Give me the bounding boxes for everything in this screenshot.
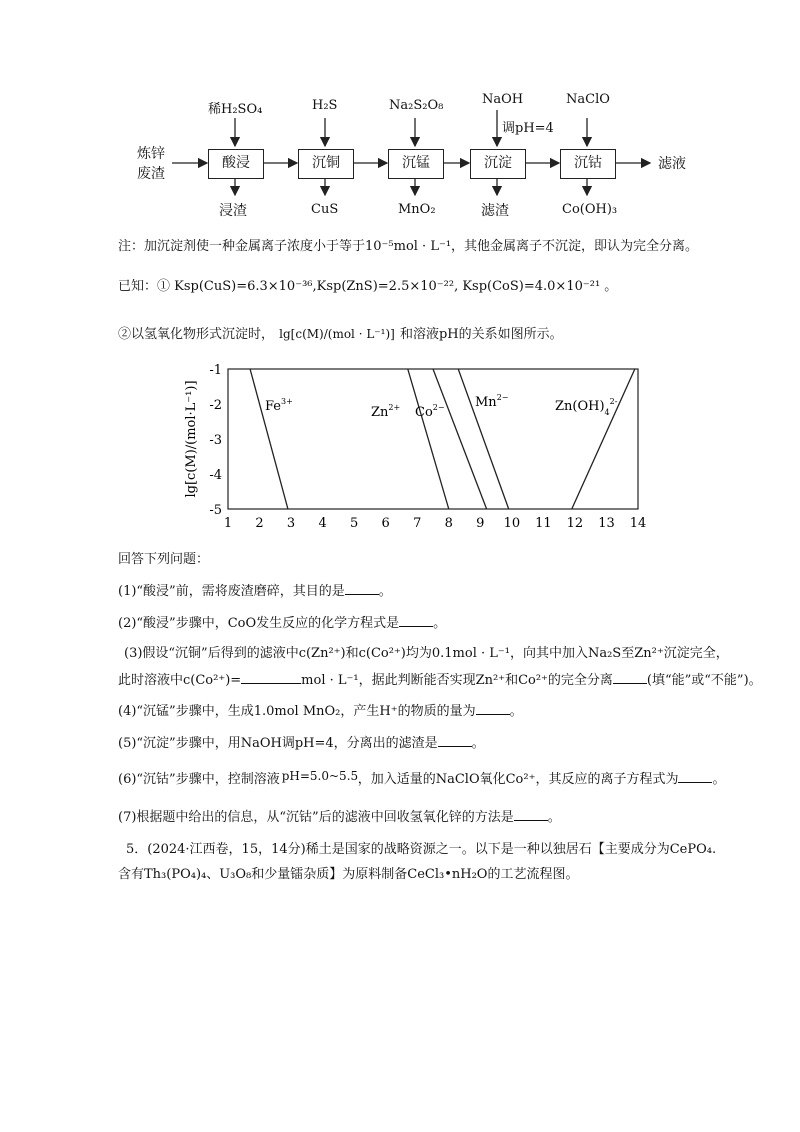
answer-blank-2[interactable]	[399, 616, 433, 627]
y-tick-label: -1	[209, 363, 222, 378]
question-1-text: (1)“酸浸”前，需将废渣磨碎，其目的是	[118, 584, 345, 599]
answer-blank-1[interactable]	[345, 584, 379, 595]
question-3-text-a: 此时溶液中c(Co²⁺)=	[118, 673, 242, 688]
x-tick-label: 14	[629, 516, 647, 531]
x-tick-label: 2	[255, 516, 264, 531]
x-tick-label: 1	[223, 516, 233, 531]
flow-end-label: 滤液	[658, 156, 686, 172]
question-7-text: (7)根据题中给出的信息，从“沉钴”后的滤液中回收氢氧化锌的方法是	[118, 810, 514, 825]
step-box-cobalt-removal: 沉钴	[560, 149, 616, 179]
problem-5-line-2: 含有Th₃(PO₄)₄、U₃O₈和少量镭杂质】为原料制备CeCl₃•nH₂O的工艺流程图。	[118, 867, 579, 882]
flow-start-label-1: 炼锌	[137, 146, 165, 162]
x-tick-label: 12	[566, 516, 584, 531]
question-4-text: (4)“沉锰”步骤中，生成1.0mol MnO₂，产生H⁺的物质的量为	[118, 704, 476, 719]
step-box-acid-leach: 酸浸	[208, 149, 264, 179]
question-6-text-b: ，加入适量的NaClO氧化Co²⁺，其反应的离子方程式为	[357, 772, 679, 787]
known-chart-intro	[118, 323, 563, 342]
known-ksp: 已知：① Ksp(CuS)=6.3×10⁻³⁶,Ksp(ZnS)=2.5×10⁻²², Ksp(CoS)=4.0×10⁻²¹ 。	[118, 279, 618, 294]
x-tick-label: 4	[318, 516, 327, 531]
reagent-label: H₂S	[312, 98, 338, 113]
question-6-end: 。	[712, 772, 726, 787]
answer-blank-3a[interactable]	[241, 673, 301, 684]
residue-label: MnO₂	[398, 202, 436, 217]
reagent-label: 稀H₂SO₄	[208, 102, 263, 117]
x-tick-label: 7	[413, 516, 422, 531]
answer-blank-5[interactable]	[438, 736, 472, 747]
lg-c-vs-ph-chart	[175, 358, 655, 533]
series-label-fe: $Fe^{3+}$	[265, 397, 293, 414]
question-1	[118, 580, 392, 599]
question-2-end: 。	[433, 616, 447, 631]
x-tick-label: 3	[286, 516, 296, 531]
answer-blank-6[interactable]	[678, 772, 712, 783]
y-tick-label: -5	[209, 503, 222, 518]
question-7	[118, 806, 561, 825]
step-box-manganese-removal: 沉锰	[388, 149, 444, 179]
x-tick-label: 11	[535, 516, 552, 531]
flow-start-label-2: 废渣	[137, 166, 165, 182]
residue-label: 浸渣	[219, 203, 247, 219]
series-line-1	[408, 369, 449, 509]
x-tick-label: 6	[381, 516, 390, 531]
problem-5-line-1: 5．(2024·江西卷，15，14分)稀土是国家的战略资源之一。以下是一种以独居石【主要成分为CePO₄.	[126, 842, 717, 857]
question-2-text: (2)“酸浸”步骤中，CoO发生反应的化学方程式是	[118, 616, 400, 631]
series-label-zn: $Zn^{2+}$	[371, 403, 401, 420]
residue-label: Co(OH)₃	[562, 202, 618, 217]
question-6	[118, 768, 725, 787]
question-5-end: 。	[471, 736, 485, 751]
series-line-3	[458, 369, 508, 509]
known-chart-intro-a: ②以氢氧化物形式沉淀时，	[118, 327, 275, 342]
question-5	[118, 732, 485, 751]
answer-blank-7[interactable]	[514, 810, 548, 821]
y-tick-label: -4	[209, 468, 222, 483]
question-4	[118, 700, 523, 719]
reagent-note: 调pH=4	[502, 121, 554, 136]
y-tick-label: -2	[209, 398, 222, 413]
plot-frame	[228, 369, 638, 509]
question-7-end: 。	[547, 810, 561, 825]
series-line-4	[572, 369, 635, 509]
series-line-2	[433, 369, 487, 509]
series-label-mn: $Mn^{2-}$	[475, 393, 509, 410]
question-6-text-a: (6)“沉钴”步骤中，控制溶液	[118, 772, 280, 787]
answer-blank-4[interactable]	[476, 704, 510, 715]
question-3-line-1: (3)假设“沉铜”后得到的滤液中c(Zn²⁺)和c(Co²⁺)均为0.1mol · L⁻¹，向其中加入Na₂S至Zn²⁺沉淀完全，	[124, 646, 729, 661]
question-3-line-2	[118, 669, 762, 688]
series-line-0	[250, 369, 288, 509]
question-3-text-c: (填“能”或“不能”)。	[646, 673, 762, 688]
x-tick-label: 13	[598, 516, 615, 531]
note-text: 注：加沉淀剂使一种金属离子浓度小于等于10⁻⁵mol · L⁻¹，其他金属离子不沉淀，即认为完全分离。	[118, 239, 699, 254]
flow-arrows	[0, 0, 800, 230]
reagent-label: Na₂S₂O₈	[389, 98, 444, 113]
question-2	[118, 612, 446, 631]
question-3-text-b: mol · L⁻¹，据此判断能否实现Zn²⁺和Co²⁺的完全分离	[301, 673, 613, 688]
known-chart-formula: lg[c(M)/(mol · L⁻¹)]	[279, 327, 395, 341]
residue-label: 滤渣	[481, 203, 509, 219]
answer-intro: 回答下列问题：	[118, 552, 210, 567]
question-4-end: 。	[509, 704, 523, 719]
answer-blank-3b[interactable]	[613, 673, 647, 684]
x-tick-label: 8	[444, 516, 453, 531]
residue-label: CuS	[311, 202, 339, 217]
step-box-precipitation: 沉淀	[470, 149, 526, 179]
reagent-label: NaOH	[482, 92, 524, 107]
question-6-ph: pH=5.0~5.5	[281, 769, 359, 783]
series-label-co: $Co^{2-}$	[415, 403, 445, 420]
step-box-copper-removal: 沉铜	[298, 149, 354, 179]
known-chart-intro-b: 和溶液pH的关系如图所示。	[399, 327, 563, 342]
y-axis-label: lg[c(M)/(mol·L⁻¹)]	[184, 380, 199, 498]
x-tick-label: 9	[476, 516, 485, 531]
series-label-znoh4: $Zn(OH)_4^{2-}$	[555, 397, 618, 417]
y-tick-label: -3	[209, 433, 222, 448]
reagent-label: NaClO	[566, 92, 610, 107]
question-1-end: 。	[378, 584, 392, 599]
question-5-text: (5)“沉淀”步骤中，用NaOH调pH=4，分离出的滤渣是	[118, 736, 438, 751]
x-tick-label: 5	[350, 516, 359, 531]
x-tick-label: 10	[503, 516, 521, 531]
